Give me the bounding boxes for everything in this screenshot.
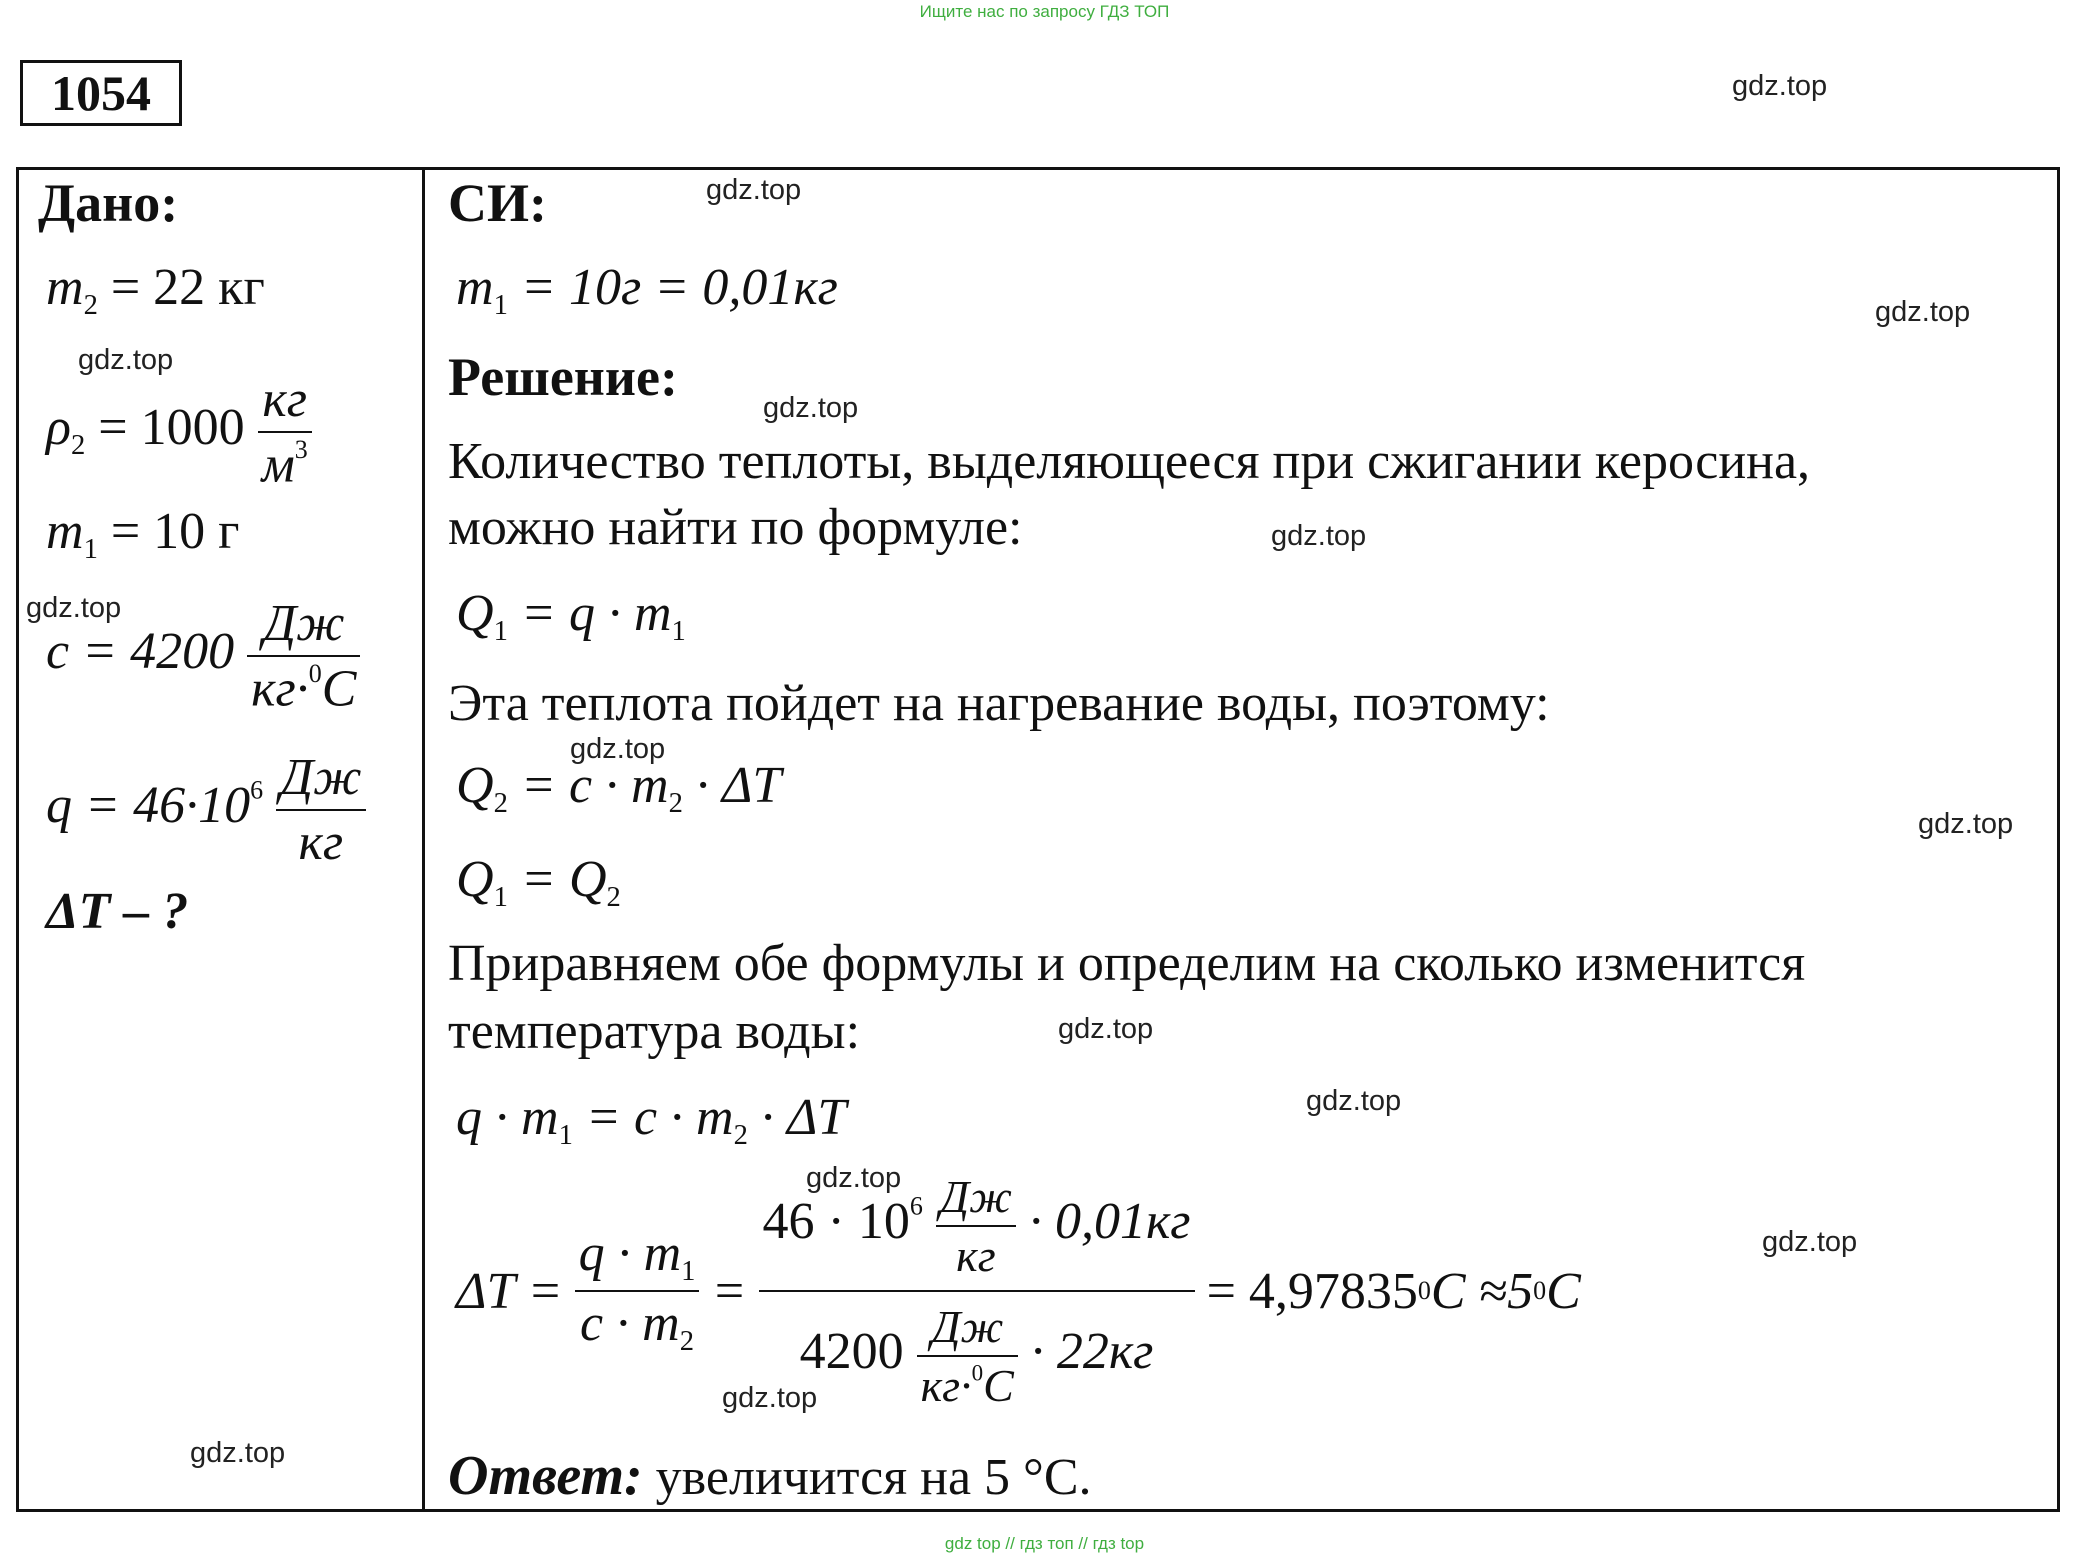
given-q: $q = 46\cdot 10^6$ $\frac{Дж}{кг}$ [46,748,366,872]
numeric-fraction: $46 \cdot 10^6$ $\frac{Дж}{кг}$ · 0,01кг 4200 $\frac{Дж}{кг\cdot^0C}$ · 22кг [759,1170,1195,1412]
watermark: gdz.top [1762,1226,1858,1258]
denominator-unit-fraction: $\frac{Дж}{кг\cdot^0C}$ [917,1300,1018,1412]
equation-1: $Q_1 = q \cdot m_1$ [456,585,686,647]
formula-fraction: $\frac{q \cdot m_1}{c \cdot m_2}$ [575,1224,700,1358]
equation-4: $q \cdot m_1 = c \cdot m_2 \cdot \Delta T$ [456,1089,847,1151]
heat-value-unit-fraction: $\frac{Дж}{кг}$ [276,748,365,872]
problem-number: 1054 [20,60,182,126]
solution-text-1a: Количество теплоты, выделяющееся при сжигании керосина, [448,433,1811,490]
answer-line [448,1444,1092,1508]
given-heading: Дано: [38,173,179,233]
column-divider [422,167,425,1512]
watermark: gdz.top [1732,70,1828,102]
watermark: gdz.top [1875,296,1971,328]
final-formula: ΔT = $\frac{q \cdot m_1}{c \cdot m_2}$ = $46 \cdot 10^6$ $\frac{Дж}{кг}$ · 0,01кг 4200 $\frac{Дж}{кг\cdot^0C}$ · 22кг = 4,97835 0 C ≈5 0 C [456,1171,1581,1411]
watermark: gdz.top [1306,1085,1402,1117]
density-unit-fraction: $\frac{кг}{м^3}$ [258,370,312,494]
given-c: c = 4200 $\frac{Дж}{кг\cdot^0C}$ [46,594,360,718]
solution-text-1b: можно найти по формуле: [448,499,1023,556]
solution-text-2: Эта теплота пойдет на нагревание воды, поэтому: [448,675,1550,732]
answer-label: Ответ: [448,1445,643,1507]
watermark: gdz.top [570,733,666,765]
equation-2: $Q_2 = c \cdot m_2 \cdot \Delta T$ [456,757,782,819]
watermark: gdz.top [722,1382,818,1414]
si-m1: $m_1 = 10г = 0,01кг$ [456,259,838,321]
si-heading: СИ: [448,173,547,233]
given-m1: $m_1 = 10$ г [46,503,240,565]
watermark: gdz.top [190,1437,286,1469]
solution-text-3a: Приравняем обе формулы и определим на сколько изменится [448,935,1806,992]
watermark: gdz.top [763,392,859,424]
watermark: gdz.top [78,344,174,376]
watermark: gdz.top [1918,808,2014,840]
bottom-banner: gdz top // гдз топ // гдз top [944,1534,1145,1553]
solution-heading: Решение: [448,347,678,407]
watermark: gdz.top [806,1162,902,1194]
given-m2: $m_2 = 22$ кг [46,259,265,321]
equation-3: $Q_1 = Q_2$ [456,851,621,913]
heat-capacity-unit-fraction: $\frac{Дж}{кг\cdot^0C}$ [247,594,360,718]
watermark: gdz.top [1271,520,1367,552]
answer-text: увеличится на 5 °C. [642,1449,1092,1506]
top-banner: Ищите нас по запросу ГДЗ ТОП [919,2,1170,21]
watermark: gdz.top [1058,1013,1154,1045]
watermark: gdz.top [26,592,122,624]
solution-text-3b: температура воды: [448,1003,861,1060]
numerator-unit-fraction: $\frac{Дж}{кг}$ [936,1170,1016,1282]
given-rho2: $\rho_2 = 1000$ $\frac{кг}{м^3}$ [46,370,312,494]
watermark: gdz.top [706,174,802,206]
given-find: ΔT – ? [46,883,189,940]
